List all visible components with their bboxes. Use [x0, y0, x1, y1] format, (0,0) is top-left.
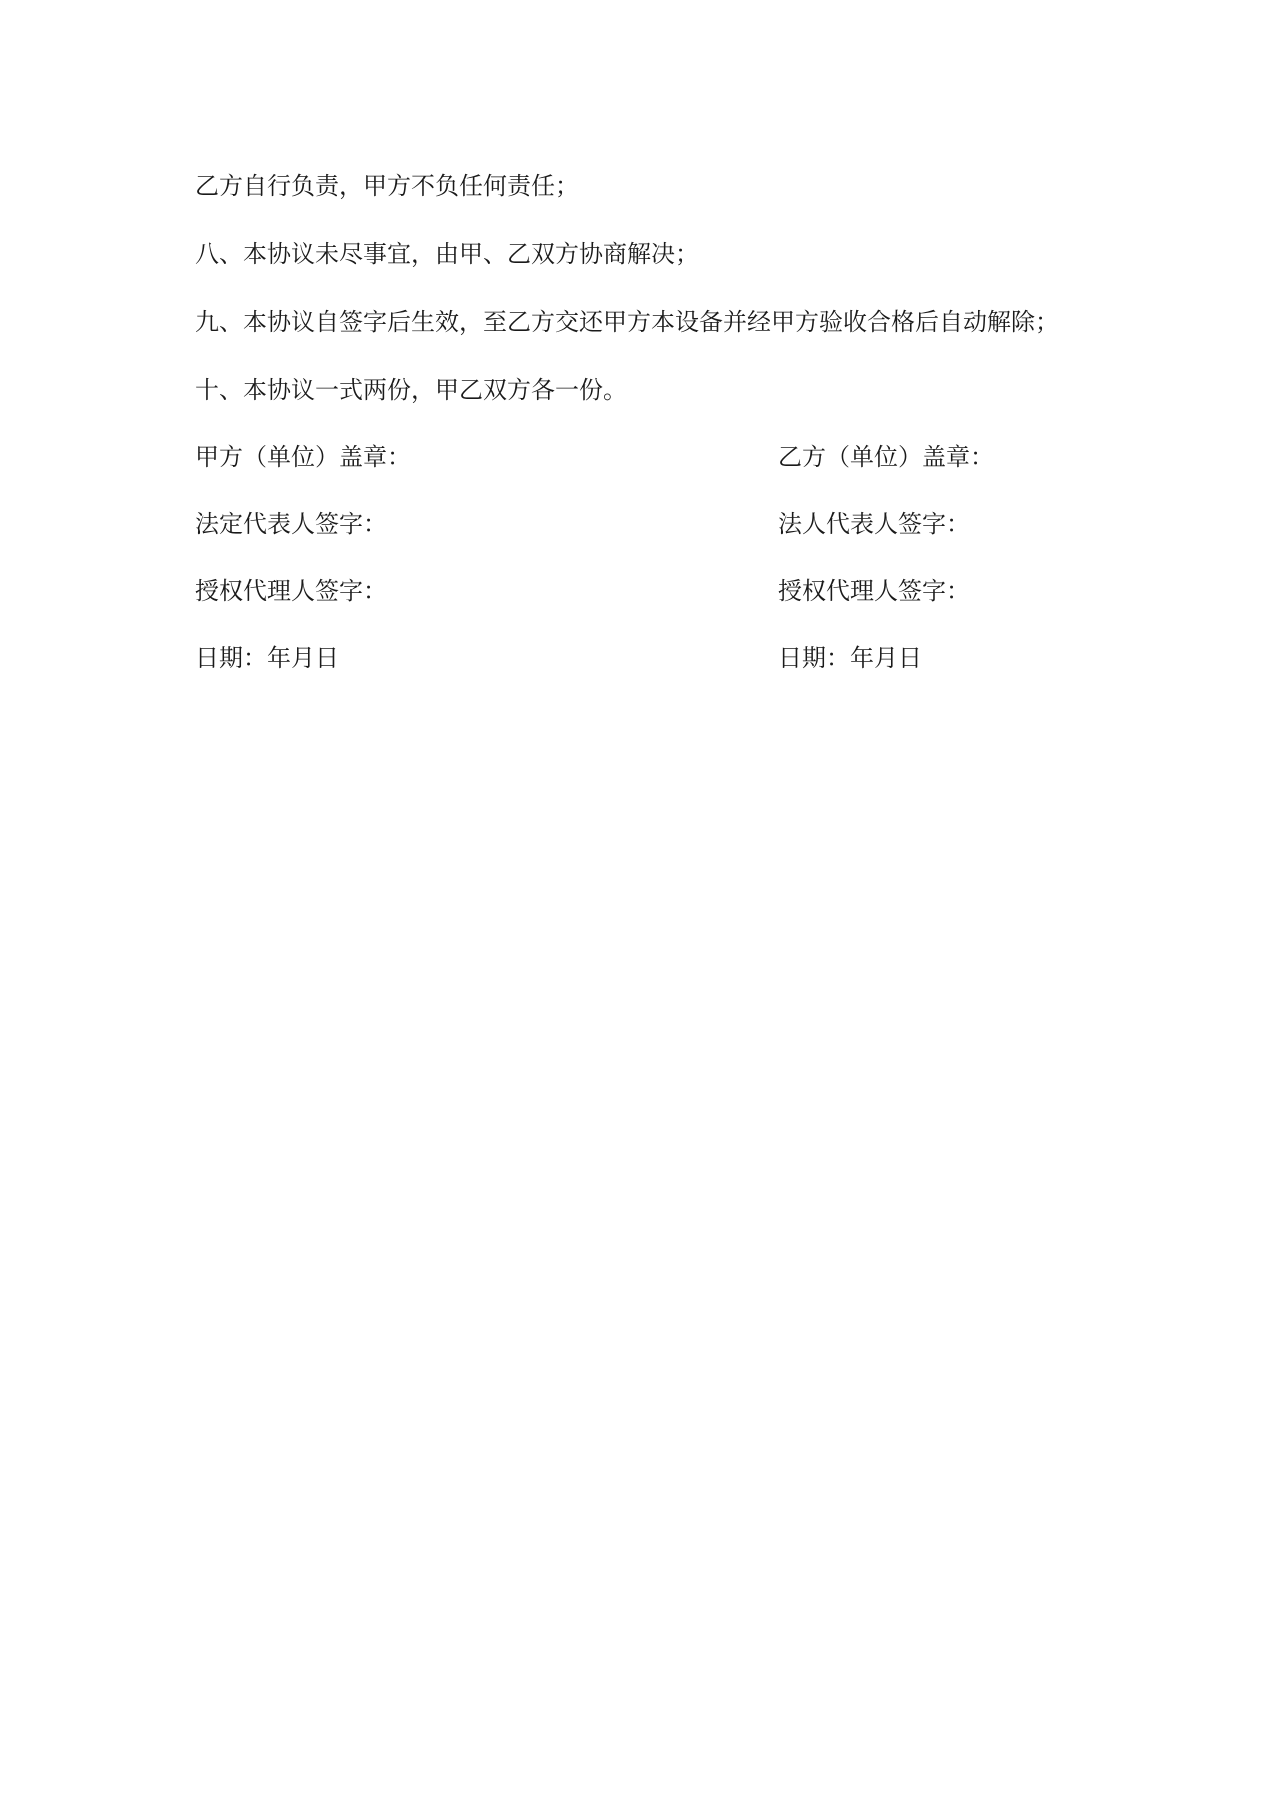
party-b-agent-label: 授权代理人签字： [778, 577, 970, 605]
clause-continuation: 乙方自行负责，甲方不负任何责任； [195, 172, 579, 200]
party-b-seal-label: 乙方（单位）盖章： [778, 443, 994, 471]
clause-eight: 八、本协议未尽事宜，由甲、乙双方协商解决； [195, 240, 699, 268]
clause-nine: 九、本协议自签字后生效，至乙方交还甲方本设备并经甲方验收合格后自动解除； [195, 308, 1059, 336]
party-a-seal-label: 甲方（单位）盖章： [195, 443, 411, 471]
clause-ten: 十、本协议一式两份，甲乙双方各一份。 [195, 376, 627, 404]
party-a-legal-rep-label: 法定代表人签字： [195, 510, 387, 538]
party-b-date-label: 日期：年月日 [778, 644, 922, 672]
party-a-agent-label: 授权代理人签字： [195, 577, 387, 605]
party-a-date-label: 日期：年月日 [195, 644, 339, 672]
party-b-legal-rep-label: 法人代表人签字： [778, 510, 970, 538]
